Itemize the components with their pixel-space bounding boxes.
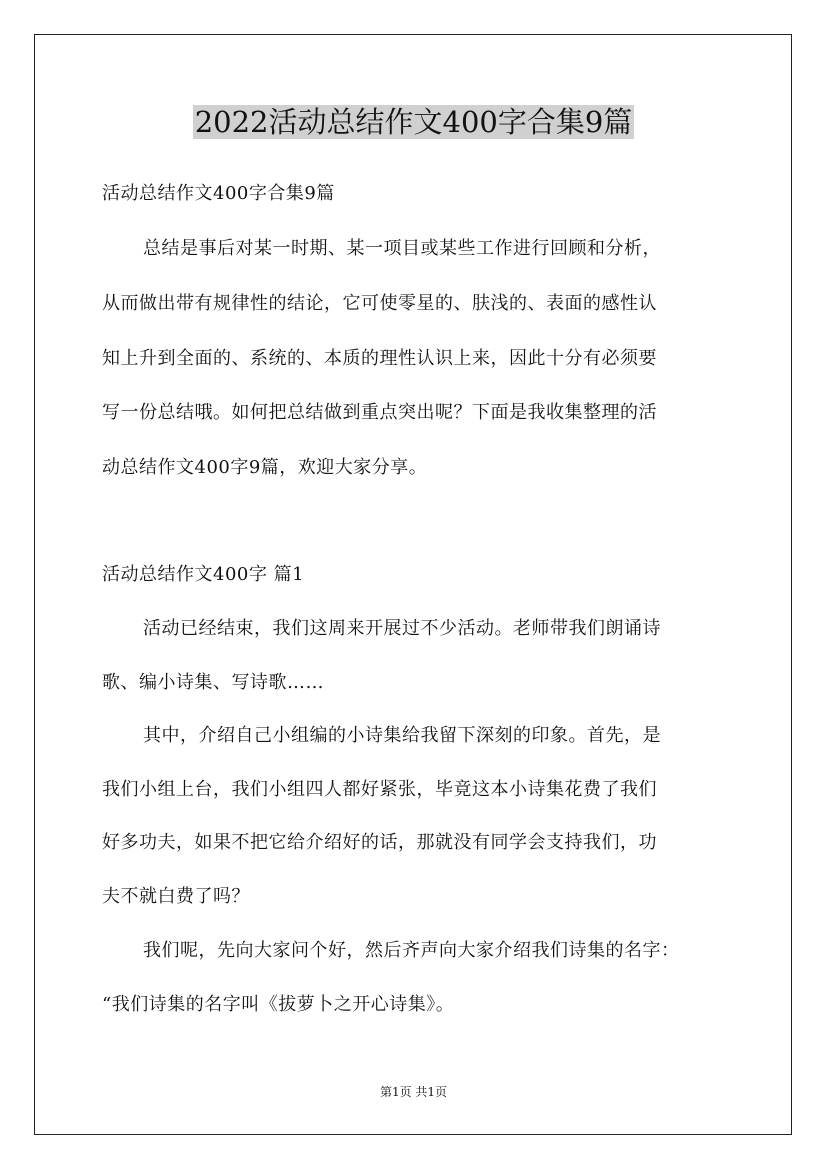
intro-line: 动总结作文400字9篇，欢迎大家分享。	[102, 457, 428, 478]
body-line: 歌、编小诗集、写诗歌……	[102, 672, 324, 693]
body-line: 我们小组上台，我们小组四人都好紧张，毕竟这本小诗集花费了我们	[102, 779, 657, 800]
body-line: “我们诗集的名字叫《拔萝卜之开心诗集》。	[102, 994, 455, 1015]
section-heading: 活动总结作文400字 篇1	[102, 564, 305, 585]
body-line: 我们呢，先向大家问个好，然后齐声向大家介绍我们诗集的名字：	[143, 940, 680, 961]
intro-line: 写一份总结哦。如何把总结做到重点突出呢？下面是我收集整理的活	[102, 402, 657, 423]
body-line: 活动已经结束，我们这周来开展过不少活动。老师带我们朗诵诗	[143, 618, 661, 639]
body-line: 好多功夫，如果不把它给介绍好的话，那就没有同学会支持我们，功	[102, 832, 657, 853]
page-footer: 第1页 共1页	[379, 1085, 448, 1099]
intro-line: 知上升到全面的、系统的、本质的理性认识上来，因此十分有必须要	[102, 348, 657, 369]
intro-line: 总结是事后对某一时期、某一项目或某些工作进行回顾和分析，	[143, 238, 661, 259]
intro-line: 从而做出带有规律性的结论，它可使零星的、肤浅的、表面的感性认	[102, 293, 657, 314]
document-title-text: 2022活动总结作文400字合集9篇	[194, 105, 633, 139]
body-line: 其中，介绍自己小组编的小诗集给我留下深刻的印象。首先，是	[143, 725, 661, 746]
body-line: 夫不就白费了吗？	[102, 886, 250, 907]
document-subtitle: 活动总结作文400字合集9篇	[102, 183, 335, 204]
document-title	[0, 100, 827, 144]
